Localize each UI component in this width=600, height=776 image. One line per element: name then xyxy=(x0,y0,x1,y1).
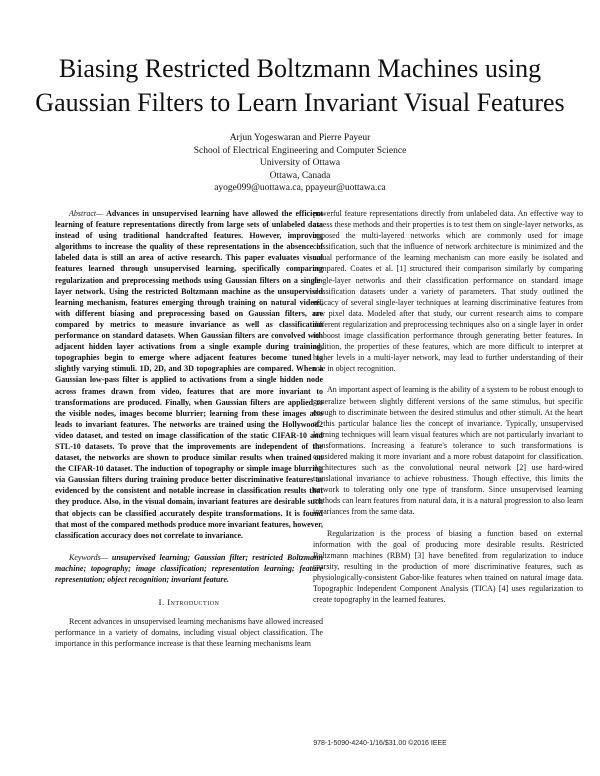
emails: ayoge099@uottawa.ca, ppayeur@uottawa.ca xyxy=(214,183,386,194)
keywords-lead: Keywords— xyxy=(69,552,108,562)
right-paragraph-2: An important aspect of learning is the ability of a system to be robust enough to generalize between slightly different versions of the same stimulus, but specific enough to discriminate between the desired stimulus and other stimuli. At the heart of this particular balance lies the concept of invariance. Typically, unsupervised learning techniques will learn visual features which are not particularly invariant to transformations. Increasing a feature's tolerance to such transformations is considered making it more invariant and a more robust datapoint for classification. Architectures such as the convolutional neural network [2] use hard-wired translational invariance to achieve robustness. Though effective, this limits the network to tolerating only one type of transform. Since unsupervised learning methods can learn features from natural data, it is a natural progression to also learn invariances from the same data. xyxy=(313,385,583,517)
right-paragraph-3: Regularization is the process of biasing a function based on external information with the goal of producing more desirable results. Restricted Boltzmann machines (RBM) [3] have benefited from regularization to induce sparsity, resulting in the production of more discriminative features, such as physiologically-consistent Gabor-like features when trained on natural image data. Topographic Independent Component Analysis (TICA) [4] uses regularization to create topography in the learned features. xyxy=(313,528,583,605)
university: University of Ottawa xyxy=(259,158,341,169)
author-names: Arjun Yogeswaran and Pierre Payeur xyxy=(229,133,371,143)
paper-title xyxy=(0,52,600,120)
abstract xyxy=(55,208,323,541)
location: Ottawa, Canada xyxy=(269,170,331,181)
keywords-text: unsupervised learning; Gaussian filter; restricted Boltzmann machine; topography; image classification; representation learning; feature representation; object recognition; invariant feature. xyxy=(55,552,323,584)
section-heading-introduction: I. Introduction xyxy=(158,597,220,608)
copyright-footer: 978-1-5090-4240-1/16/$31.00 ©2016 IEEE xyxy=(313,740,447,747)
right-paragraph-1: powerful feature representations directly from unlabeled data. An effective way to assess these methods and their properties is to test them on single-layer networks, as opposed the multi-layered networks which are commonly used for image classification, such that the influence of network architecture is minimized and the actual performance of the learning mechanism can more easily be isolated and compared. Coates et al. [1] structured their comparison similarly by comparing single-layer networks and their classification performance on standard image classification datasets under a variety of parameters. That study outlined the efficacy of several single-layer techniques at learning discriminative features from raw pixel data. Modeled after that study, our current research aims to compare different regularization and preprocessing techniques also on a single layer in order to boost image classification performance through generating better features. In addition, the properties of these features, which are more difficult to interpret at higher levels in a multi-layer network, may lead to further understanding of their role in object recognition. xyxy=(313,209,583,374)
title-line-1: Biasing Restricted Boltzmann Machines using xyxy=(58,54,542,83)
affiliation: School of Electrical Engineering and Computer Science xyxy=(193,145,407,156)
keywords xyxy=(55,552,323,585)
author-block xyxy=(0,132,600,195)
left-column xyxy=(55,208,323,649)
abstract-lead: Abstract— xyxy=(69,209,104,218)
intro-paragraph-1: Recent advances in unsupervised learning mechanisms have allowed increased performance in a variety of domains, including visual object classification. The importance in this performance increase is that these learning mechanisms learn xyxy=(55,617,323,649)
right-column xyxy=(313,208,583,605)
abstract-text: Advances in unsupervised learning have allowed the efficient learning of feature representations directly from large sets of unlabeled data instead of using traditional handcrafted features. However, improving algorithms to increase the quality of these representations in the absence of labeled data is still an area of active research. This paper evaluates visual features learned through unsupervised learning, specifically comparing regularization and preprocessing methods using Gaussian filters on a single-layer network. Using the restricted Boltzmann machine as the unsupervised learning mechanism, features emerging through training on natural videos, with different biasing and preprocessing based on Gaussian filters, are compared by metrics to measure invariance as well as classification performance on standard datasets. When Gaussian filters are convolved with adjacent hidden layer activations from a single example during training, topographies begin to emerge where adjacent features become tuned to slightly varying stimuli. 1D, 2D, and 3D topographies are compared. When a Gaussian low-pass filter is applied to activations from a single hidden node across frames drawn from video, features that are more invariant to transformations are produced. Finally, when Gaussian filters are applied to the visible nodes, images become blurrier; learning from these images also leads to invariant features. The networks are trained using the Hollywood2 video dataset, and tested on image classification of the static CIFAR-10 and STL-10 datasets. To prove that the improvements are independent of the dataset, the networks are shown to produce similar results when trained on the CIFAR-10 dataset. The induction of topography or simple image blurring via Gaussian filters during training produce better discriminative features as evidenced by the consistent and notable increase in classification results that they produce. Also, in the visual domain, invariant features are desirable such that objects can be classified accurately despite transformations. It is found that most of the compared methods produce more invariant features, however, classification accuracy does not correlate to invariance. xyxy=(55,209,323,540)
title-line-2: Gaussian Filters to Learn Invariant Visual Features xyxy=(35,88,565,117)
